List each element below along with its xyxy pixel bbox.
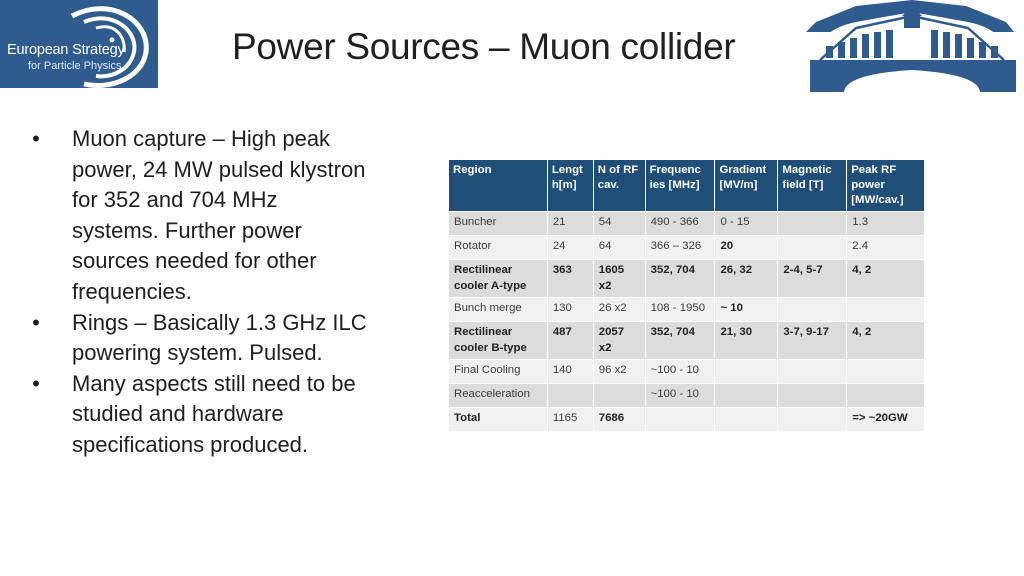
table-header-row — [449, 160, 925, 212]
table-cell — [847, 360, 925, 384]
table-cell: 1605 x2 — [593, 260, 645, 298]
table-cell — [778, 408, 847, 432]
table-cell: 21, 30 — [715, 322, 778, 360]
header-frequencies: Frequenc ies [MHz] — [645, 160, 715, 212]
logo-subtitle: for Particle Physics — [28, 60, 122, 72]
table-row — [449, 298, 925, 322]
table-cell: Buncher — [449, 212, 548, 236]
table-cell — [778, 360, 847, 384]
table-cell: 3-7, 9-17 — [778, 322, 847, 360]
table-row — [449, 322, 925, 360]
table-row — [449, 212, 925, 236]
table-cell: 1165 — [547, 408, 593, 432]
table-cell — [778, 212, 847, 236]
table-cell: 140 — [547, 360, 593, 384]
table-row — [449, 384, 925, 408]
table-cell — [778, 384, 847, 408]
table-cell: 4, 2 — [847, 322, 925, 360]
rialto-bridge-icon — [796, 0, 1024, 92]
table-cell: 4, 2 — [847, 260, 925, 298]
table-cell: 366 – 326 — [645, 236, 715, 260]
table-cell: 2-4, 5-7 — [778, 260, 847, 298]
header-region: Region — [449, 160, 548, 212]
table-cell — [645, 408, 715, 432]
table-cell: 487 — [547, 322, 593, 360]
bullet-item — [30, 308, 370, 369]
table-cell: ~100 - 10 — [645, 360, 715, 384]
bullet-list — [30, 124, 370, 461]
table-cell: 26 x2 — [593, 298, 645, 322]
bullet-text: Muon capture – High peak power, 24 MW pulsed klystron for 352 and 704 MHz systems. Further power sources needed for other frequencies. — [72, 126, 366, 304]
table-cell: ~100 - 10 — [645, 384, 715, 408]
table-cell: Bunch merge — [449, 298, 548, 322]
table-cell: Reacceleration — [449, 384, 548, 408]
table-cell: 352, 704 — [645, 322, 715, 360]
table-cell: 352, 704 — [645, 260, 715, 298]
table-cell: Final Cooling — [449, 360, 548, 384]
header-peak-rf-power: Peak RF power [MW/cav.] — [847, 160, 925, 212]
table-cell: 64 — [593, 236, 645, 260]
bullet-item — [30, 369, 370, 461]
table-cell: 2.4 — [847, 236, 925, 260]
table-cell: 54 — [593, 212, 645, 236]
header-rf-cavities: N of RF cav. — [593, 160, 645, 212]
table-cell: Total — [449, 408, 548, 432]
bullet-marker: • — [32, 309, 40, 335]
table-cell: ~ 10 — [715, 298, 778, 322]
table-cell: 130 — [547, 298, 593, 322]
table-cell: => ~20GW — [847, 408, 925, 432]
table-cell — [778, 236, 847, 260]
table-cell: 21 — [547, 212, 593, 236]
table-row — [449, 260, 925, 298]
table-cell: Rectilinear cooler A-type — [449, 260, 548, 298]
table-cell — [778, 298, 847, 322]
header-gradient: Gradient [MV/m] — [715, 160, 778, 212]
table-cell: 7686 — [593, 408, 645, 432]
table-cell: 26, 32 — [715, 260, 778, 298]
table-cell — [715, 408, 778, 432]
table-row — [449, 360, 925, 384]
table-cell: 363 — [547, 260, 593, 298]
table-cell — [847, 298, 925, 322]
header-length: Lengt h[m] — [547, 160, 593, 212]
table-cell: 1.3 — [847, 212, 925, 236]
header-magnetic-field: Magnetic field [T] — [778, 160, 847, 212]
table-total-row — [449, 408, 925, 432]
bullet-text: Many aspects still need to be studied and hardware specifications produced. — [72, 370, 356, 457]
table-cell: 24 — [547, 236, 593, 260]
esppu-logo — [0, 0, 158, 88]
table-cell: 108 - 1950 — [645, 298, 715, 322]
table-cell: 2057 x2 — [593, 322, 645, 360]
bullet-marker: • — [32, 126, 40, 151]
logo-title: European Strategy — [7, 42, 125, 58]
bullet-marker: • — [32, 370, 40, 396]
table-cell — [593, 384, 645, 408]
table-cell — [547, 384, 593, 408]
table-cell — [715, 384, 778, 408]
table-cell — [847, 384, 925, 408]
slide-title: Power Sources – Muon collider — [232, 26, 736, 67]
table-row — [449, 236, 925, 260]
table-cell: 20 — [715, 236, 778, 260]
bullet-text: Rings – Basically 1.3 GHz ILC powering system. Pulsed. — [72, 309, 367, 366]
table-cell: 0 - 15 — [715, 212, 778, 236]
table-cell: 96 x2 — [593, 360, 645, 384]
table-cell: Rectilinear cooler B-type — [449, 322, 548, 360]
parameters-table — [448, 159, 925, 432]
table-cell — [715, 360, 778, 384]
table-cell: Rotator — [449, 236, 548, 260]
bullet-item — [30, 124, 370, 308]
table-cell: 490 - 366 — [645, 212, 715, 236]
